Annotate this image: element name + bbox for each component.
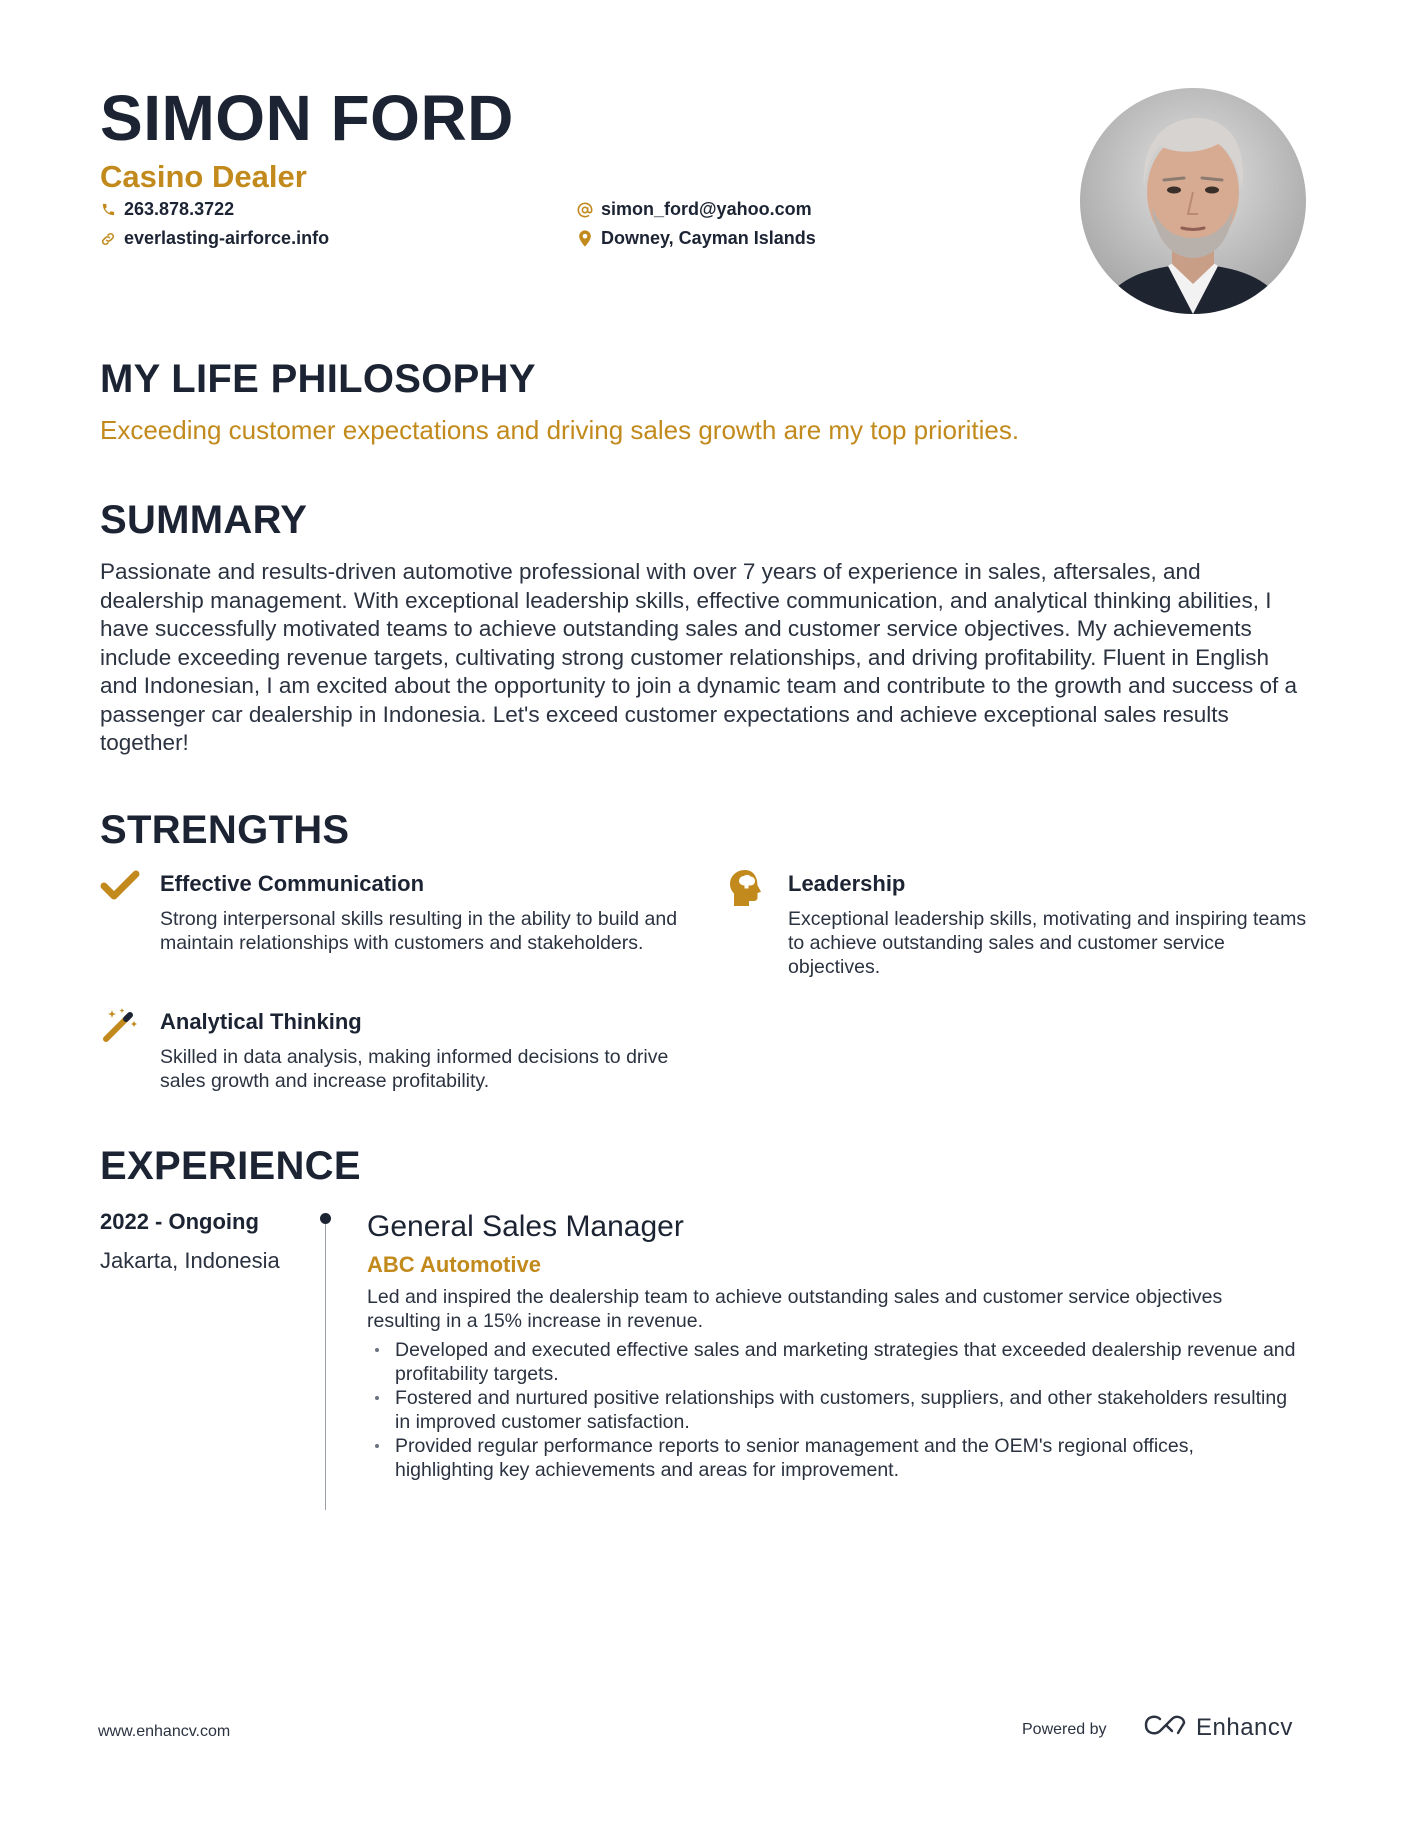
profile-photo [1080,88,1306,314]
contact-location [577,228,816,249]
strength-title: Analytical Thinking [160,1009,362,1034]
philosophy-quote: Exceeding customer expectations and driving sales growth are my top priorities. [100,415,1020,445]
list-item [367,1386,1297,1434]
list-item [367,1434,1297,1482]
strength-description: Exceptional leadership skills, motivating and inspiring teams to achieve outstanding sales and customer service objectives. [788,908,1307,978]
experience-date: 2022 - Ongoing [100,1209,259,1234]
checkmark-icon [100,869,140,905]
contact-phone[interactable] [100,199,234,220]
email-text: simon_ford@yahoo.com [601,199,812,219]
magic-wand-icon [100,1007,140,1043]
contact-website[interactable] [100,228,329,249]
contact-list [100,199,860,259]
bullet-dot-icon [375,1396,379,1400]
experience-heading: EXPERIENCE [100,1144,361,1188]
head-brain-icon [728,869,768,905]
experience-company: ABC Automotive [367,1252,541,1277]
bullet-text: Developed and executed effective sales and marketing strategies that exceeded dealership revenue and profitability targets. [395,1339,1296,1385]
website-text: everlasting-airforce.info [124,228,330,248]
summary-heading: SUMMARY [100,498,308,542]
strengths-heading: STRENGTHS [100,808,350,852]
location-text: Downey, Cayman Islands [601,228,816,248]
bullet-dot-icon [375,1444,379,1448]
enhancv-brand-text: Enhancv [1196,1713,1293,1741]
contact-email[interactable] [577,199,812,220]
candidate-role: Casino Dealer [100,159,307,194]
location-pin-icon [577,230,593,248]
candidate-name: SIMON FORD [100,82,514,154]
strength-title: Effective Communication [160,871,425,896]
footer-logo[interactable] [1142,1713,1293,1742]
timeline-dot [320,1213,331,1224]
link-icon [100,230,116,248]
bullet-text: Fostered and nurtured positive relationships with customers, suppliers, and other stakeholders resulting in improved customer satisfaction. [395,1387,1288,1433]
bullet-text: Provided regular performance reports to senior management and the OEM's regional offices, highlighting key achievements and areas for improvement. [395,1435,1194,1481]
at-icon [577,201,593,219]
timeline-line [325,1218,326,1510]
experience-bullets [367,1338,1297,1482]
footer-website[interactable]: www.enhancv.com [98,1723,231,1740]
footer-powered-by: Powered by [1022,1721,1107,1738]
summary-text: Passionate and results-driven automotive professional with over 7 years of experience in sales, aftersales, and dealership management. With exceptional leadership skills, effective communication, and analytical thinking abilities, I have successfully motivated teams to achieve outstanding sales and customer service objectives. My achievements include exceeding revenue targets, cultivating strong customer relationships, and driving profitability. Fluent in English and Indonesian, I am excited about the opportunity to join a dynamic team and contribute to the growth and success of a passenger car dealership in Indonesia. Let's exceed customer expectations and achieve exceptional sales results together! [100,559,1297,755]
experience-description: Led and inspired the dealership team to achieve outstanding sales and customer service objectives resulting in a 15% increase in revenue. [367,1286,1223,1332]
phone-icon [100,201,116,219]
strength-description: Strong interpersonal skills resulting in the ability to build and maintain relationships with customers and stakeholders. [160,908,678,954]
bullet-dot-icon [375,1348,379,1352]
experience-location: Jakarta, Indonesia [100,1248,280,1273]
philosophy-heading: MY LIFE PHILOSOPHY [100,357,536,401]
enhancv-logo-icon [1142,1713,1188,1742]
phone-text: 263.878.3722 [124,199,235,219]
list-item [367,1338,1297,1386]
strength-description: Skilled in data analysis, making informed decisions to drive sales growth and increase profitability. [160,1046,669,1092]
experience-title: General Sales Manager [367,1210,684,1243]
strength-title: Leadership [788,871,906,896]
